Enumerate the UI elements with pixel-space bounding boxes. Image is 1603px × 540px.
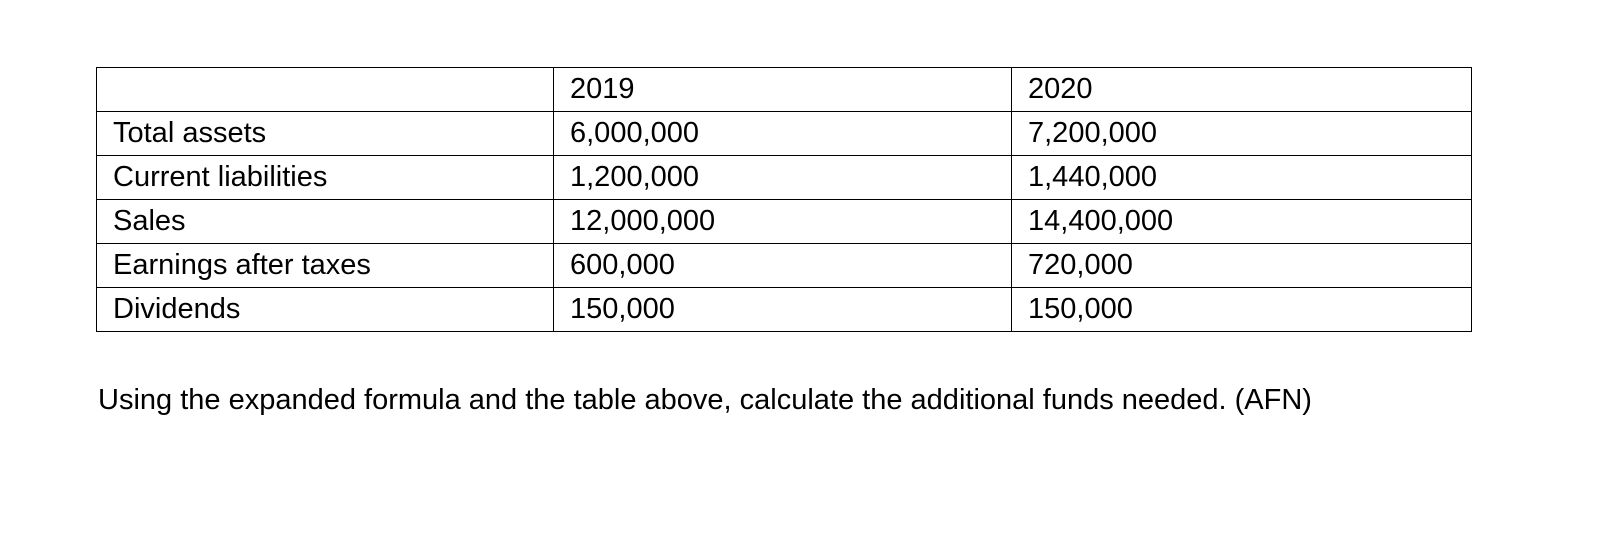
header-cell-2019: 2019 [554, 68, 1012, 112]
row-label: Earnings after taxes [97, 244, 554, 288]
financial-data-table [96, 67, 1472, 332]
table-row [97, 200, 1472, 244]
row-label: Sales [97, 200, 554, 244]
row-label: Total assets [97, 112, 554, 156]
row-value-2020: 150,000 [1012, 288, 1472, 332]
row-value-2020: 7,200,000 [1012, 112, 1472, 156]
table-row [97, 156, 1472, 200]
row-value-2020: 720,000 [1012, 244, 1472, 288]
table-header-row [97, 68, 1472, 112]
row-value-2019: 6,000,000 [554, 112, 1012, 156]
row-value-2019: 1,200,000 [554, 156, 1012, 200]
row-value-2020: 1,440,000 [1012, 156, 1472, 200]
row-label: Dividends [97, 288, 554, 332]
row-label: Current liabilities [97, 156, 554, 200]
question-text: Using the expanded formula and the table above, calculate the additional funds needed. (AFN) [98, 384, 1312, 416]
row-value-2019: 600,000 [554, 244, 1012, 288]
row-value-2019: 12,000,000 [554, 200, 1012, 244]
table-row [97, 112, 1472, 156]
row-value-2019: 150,000 [554, 288, 1012, 332]
header-cell-2020: 2020 [1012, 68, 1472, 112]
table-row [97, 288, 1472, 332]
table-row [97, 244, 1472, 288]
row-value-2020: 14,400,000 [1012, 200, 1472, 244]
header-cell-empty [97, 68, 554, 112]
